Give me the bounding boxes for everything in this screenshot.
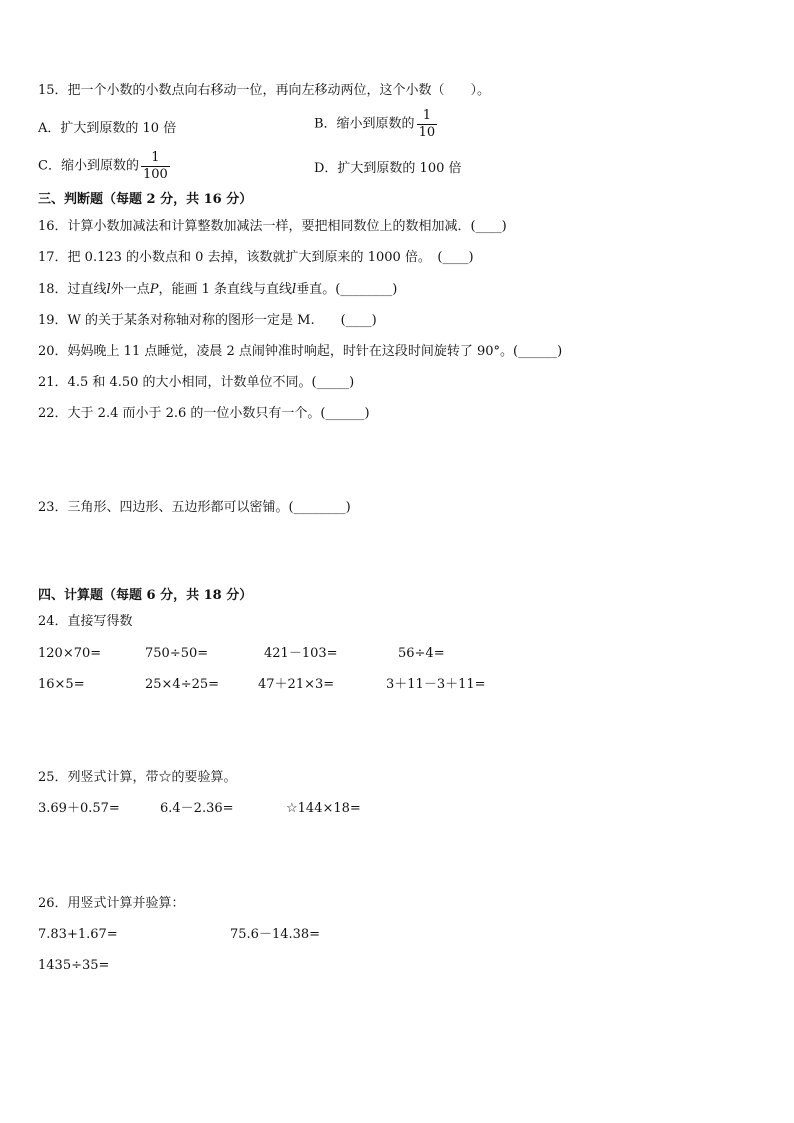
option-b-label: B．缩小到原数的 xyxy=(314,116,415,132)
question-15 xyxy=(38,82,490,100)
q24-r1-c2: 750÷50= xyxy=(145,646,209,661)
question-15-option-c[interactable] xyxy=(38,150,170,183)
q18-part: 垂直。(________) xyxy=(296,282,398,297)
question-19: 19．W 的关于某条对称轴对称的图形一定是 M. (____) xyxy=(38,313,377,328)
fraction-denominator: 10 xyxy=(418,125,436,140)
q24-r2-c4: 3＋11－3＋11= xyxy=(386,677,486,692)
line-l-symbol: l xyxy=(292,282,297,297)
question-15-option-d[interactable] xyxy=(314,160,462,178)
q18-part: 外一点 xyxy=(110,282,150,297)
section-4-title: 四、计算题（每题 6 分，共 18 分） xyxy=(38,588,253,603)
q25-item-1: 3.69＋0.57= xyxy=(38,801,120,816)
question-25-title: 25．列竖式计算，带☆的要验算。 xyxy=(38,770,237,785)
q18-part: 18．过直线 xyxy=(38,282,107,297)
q24-r2-c2: 25×4÷25= xyxy=(145,677,220,692)
question-15-option-a[interactable] xyxy=(38,120,176,138)
question-18 xyxy=(38,281,397,299)
question-15-text: 15．把一个小数的小数点向右移动一位，再向左移动两位，这个小数（ ）。 xyxy=(38,83,491,98)
q24-r1-c1: 120×70= xyxy=(38,646,102,661)
fraction-numerator: 1 xyxy=(422,108,431,123)
q24-r2-c1: 16×5= xyxy=(38,677,85,692)
q24-r2-c3: 47＋21×3= xyxy=(258,677,335,692)
question-17: 17．把 0.123 的小数点和 0 去掉，该数就扩大到原来的 1000 倍。 (____) xyxy=(38,250,474,265)
fraction-one-tenth xyxy=(417,108,438,141)
q26-item-2: 75.6－14.38= xyxy=(230,927,321,942)
option-c-label: C．缩小到原数的 xyxy=(38,158,139,174)
question-21: 21．4.5 和 4.50 的大小相同，计数单位不同。(_____) xyxy=(38,375,355,390)
fraction-numerator: 1 xyxy=(151,150,160,165)
question-22: 22．大于 2.4 而小于 2.6 的一位小数只有一个。(______) xyxy=(38,406,370,421)
q18-part: ，能画 1 条直线与直线 xyxy=(158,282,293,297)
question-23: 23．三角形、四边形、五边形都可以密铺。(________) xyxy=(38,500,351,515)
q24-r1-c4: 56÷4= xyxy=(398,646,445,661)
fraction-one-hundredth xyxy=(141,150,170,183)
q24-r1-c3: 421－103= xyxy=(264,646,338,661)
point-p-symbol: P xyxy=(149,282,159,297)
question-26-title: 26．用竖式计算并验算： xyxy=(38,896,185,911)
q25-item-3: ☆144×18= xyxy=(286,801,361,816)
option-a-label: A．扩大到原数的 10 倍 xyxy=(38,121,177,136)
section-3-title: 三、判断题（每题 2 分，共 16 分） xyxy=(38,192,253,207)
question-15-option-b[interactable] xyxy=(314,108,437,141)
line-l-symbol: l xyxy=(106,282,111,297)
q26-item-1: 7.83+1.67= xyxy=(38,927,118,942)
question-24-title: 24．直接写得数 xyxy=(38,614,133,629)
question-16: 16．计算小数加减法和计算整数加减法一样，要把相同数位上的数相加减．(____) xyxy=(38,219,507,234)
fraction-denominator: 100 xyxy=(142,167,168,182)
q26-item-3: 1435÷35= xyxy=(38,958,110,973)
option-d-label: D．扩大到原数的 100 倍 xyxy=(314,161,462,176)
q25-item-2: 6.4－2.36= xyxy=(160,801,234,816)
question-20: 20．妈妈晚上 11 点睡觉，凌晨 2 点闹钟准时响起，时针在这段时间旋转了 90°。(______) xyxy=(38,344,563,359)
